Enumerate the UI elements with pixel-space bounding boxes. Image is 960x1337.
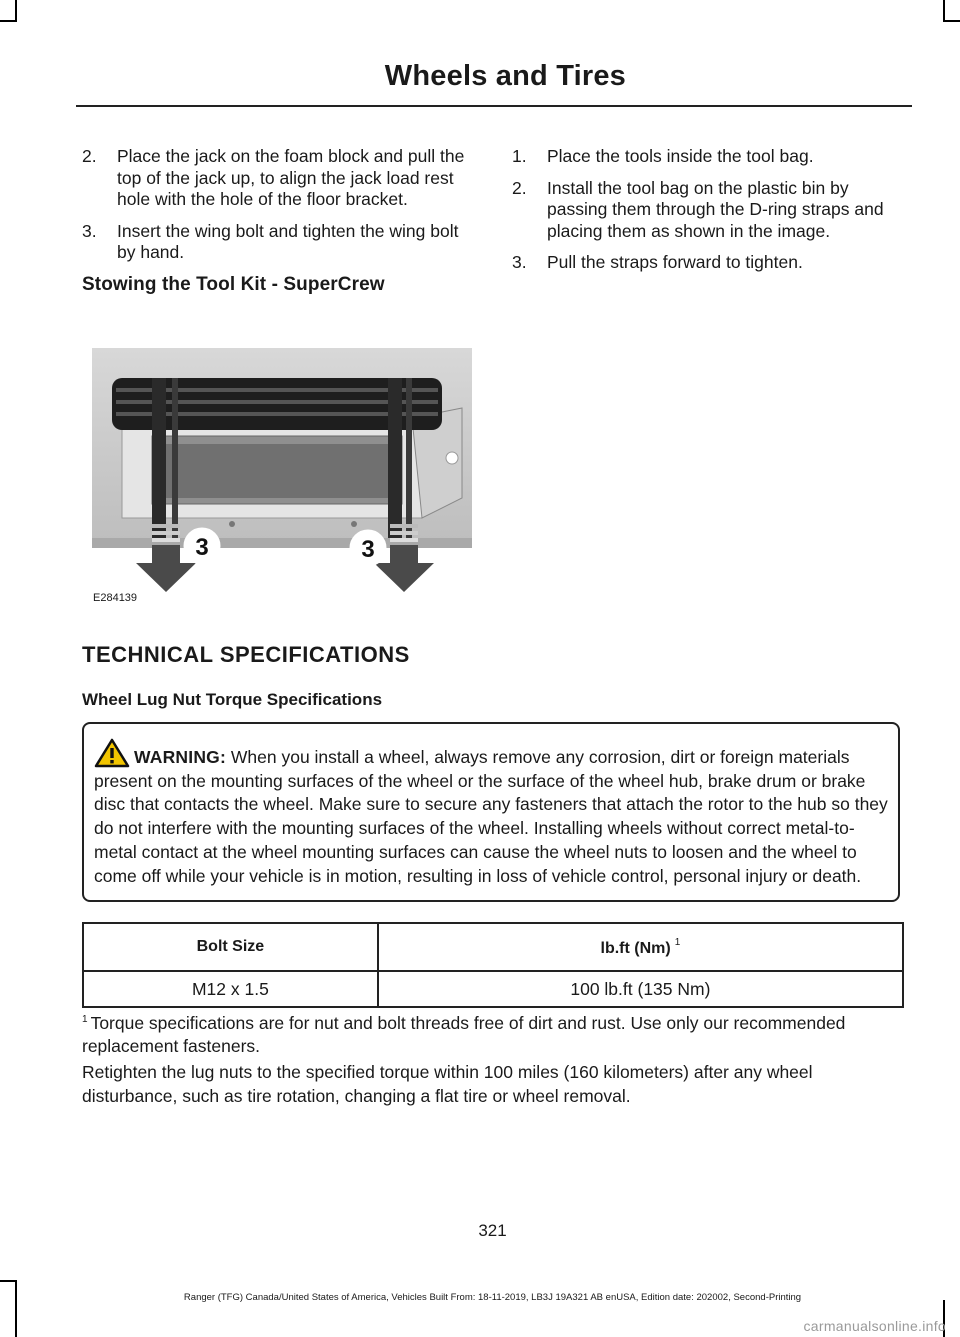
tool-kit-illustration <box>92 348 472 604</box>
left-column <box>82 146 480 296</box>
section-heading: TECHNICAL SPECIFICATIONS <box>82 642 410 667</box>
step-text: Install the tool bag on the plastic bin by passing them through the D-ring straps and placing them as shown in the image. <box>547 177 884 241</box>
list-item <box>82 221 480 264</box>
crop-mark <box>943 20 960 22</box>
torque-spec-table <box>82 922 904 1008</box>
crop-mark <box>15 0 17 20</box>
column-header: Bolt Size <box>83 923 378 971</box>
page-footer: Ranger (TFG) Canada/United States of America, Vehicles Built From: 18-11-2019, LB3J 19A321 AB enUSA, Edition date: 202002, Second-Printing <box>183 1292 802 1303</box>
step-number: 3. <box>82 220 97 241</box>
warning-label: WARNING: <box>134 747 227 767</box>
table-header-row <box>83 923 903 971</box>
warning-box <box>82 722 900 902</box>
table-footnote <box>82 1008 906 1058</box>
warning-text: When you install a wheel, always remove any corrosion, dirt or foreign materials present on the mounting surfaces of the wheel or the surface of the wheel hub, brake drum or brake disc that contacts the wheel. Make sure to secure any fasteners that attach the rotor to the hub so they do not interfere with the mounting surfaces of the wheel. Installing wheels without correct metal-to-metal contact at the wheel mounting surfaces can cause the wheel nuts to loosen and the wheel to come off while your vehicle is in motion, resulting in loss of vehicle control, personal injury or death. <box>94 747 888 886</box>
crop-mark <box>15 1280 17 1337</box>
callout-number-left: 3 <box>195 534 209 561</box>
step-text: Place the tools inside the tool bag. <box>547 146 814 166</box>
table-cell: M12 x 1.5 <box>83 971 378 1007</box>
table-cell: 100 lb.ft (135 Nm) <box>378 971 903 1007</box>
list-item <box>512 178 910 243</box>
step-text: Place the jack on the foam block and pull the top of the jack up, to align the jack load rest hole with the hole of the floor bracket. <box>117 146 465 209</box>
right-steps-list <box>512 146 910 274</box>
callout-number-right: 3 <box>361 536 375 563</box>
footnote-reference: 1 <box>674 936 681 948</box>
list-item <box>512 252 910 274</box>
step-text: Insert the wing bolt and tighten the wing bolt by hand. <box>117 220 459 262</box>
figure-code: E284139 <box>93 592 138 604</box>
page-number: 321 <box>478 1221 507 1240</box>
watermark: carmanualsonline.info <box>803 1318 946 1334</box>
footnote-mark: 1 <box>82 1014 88 1025</box>
header-divider <box>76 105 912 107</box>
warning-triangle-icon <box>94 738 130 768</box>
crop-mark <box>943 0 945 20</box>
crop-mark <box>0 20 17 22</box>
step-text: Pull the straps forward to tighten. <box>547 252 803 272</box>
list-item <box>512 146 910 168</box>
column-header: lb.ft (Nm) $^1$ <box>378 923 903 971</box>
subsection-heading: Wheel Lug Nut Torque Specifications <box>82 690 383 709</box>
page-header-title: Wheels and Tires <box>384 60 626 92</box>
step-number: 2. <box>82 146 97 166</box>
list-item <box>82 146 480 211</box>
crop-mark <box>0 1280 17 1282</box>
tool-kit-subheading: Stowing the Tool Kit - SuperCrew <box>82 273 385 295</box>
retighten-paragraph: Retighten the lug nuts to the specified torque within 100 miles (160 kilometers) after any wheel disturbance, such as tire rotation, changing a flat tire or wheel removal. <box>82 1062 813 1106</box>
tool-bag-diagram <box>92 348 472 604</box>
right-column <box>512 146 910 284</box>
table-row <box>83 971 903 1007</box>
left-steps-list <box>82 146 480 264</box>
footnote-text: Torque specifications are for nut and bolt threads free of dirt and rust. Use only our recommended replacement fasteners. <box>82 1013 846 1056</box>
step-number: 1. <box>512 146 527 166</box>
step-number: 3. <box>512 252 527 272</box>
step-number: 2. <box>512 177 527 198</box>
